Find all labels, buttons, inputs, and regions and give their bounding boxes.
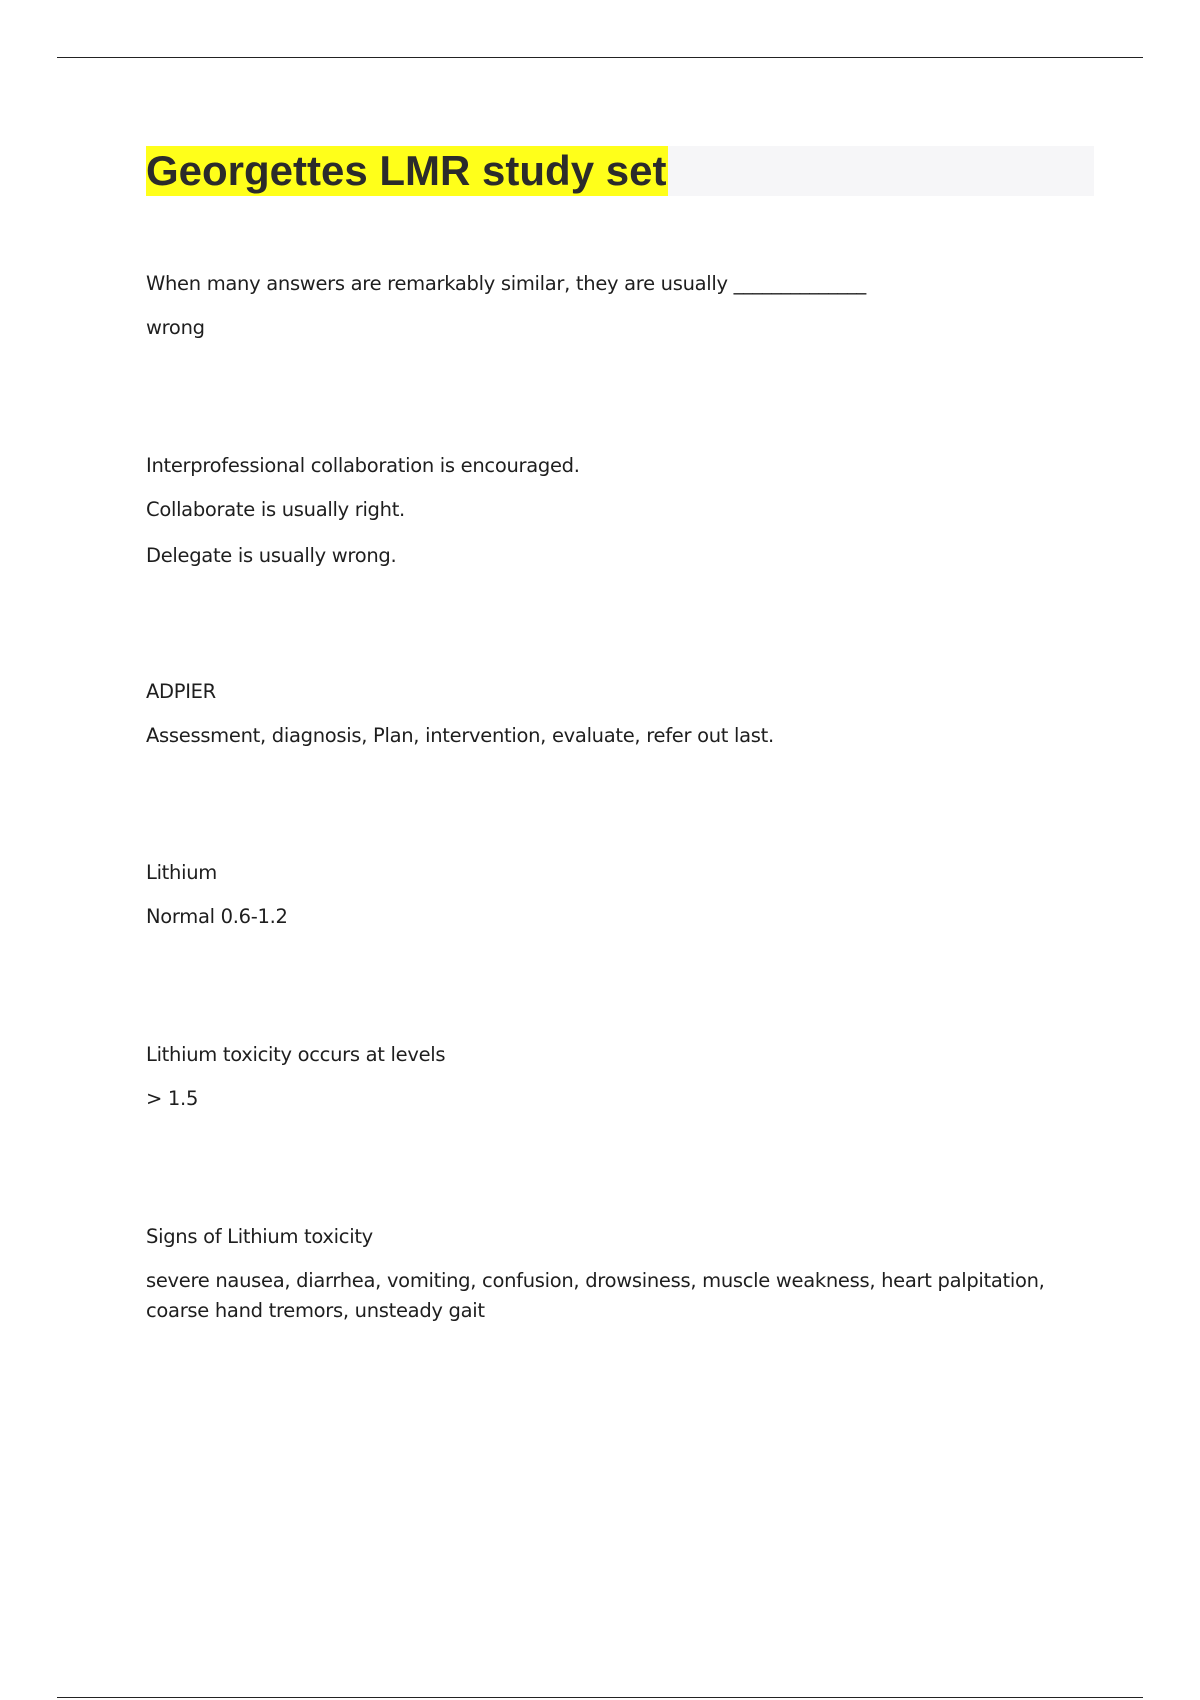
study-entry <box>146 858 1086 948</box>
study-entry <box>146 269 1086 359</box>
header-rule <box>57 57 1143 58</box>
entry-term: When many answers are remarkably similar, they are usually ______________ <box>146 272 866 295</box>
entry-term: Lithium toxicity occurs at levels <box>146 1043 446 1066</box>
entry-definition: severe nausea, diarrhea, vomiting, confusion, drowsiness, muscle weakness, heart palpitation, coarse hand tremors, unsteady gait <box>146 1269 1045 1322</box>
entry-definition: Collaborate is usually right. <box>146 498 405 521</box>
study-entry <box>146 1040 1086 1130</box>
entry-definition: Normal 0.6-1.2 <box>146 905 288 928</box>
entry-term: ADPIER <box>146 680 216 703</box>
entry-definition: Assessment, diagnosis, Plan, intervention, evaluate, refer out last. <box>146 724 774 747</box>
entry-definition: wrong <box>146 316 205 339</box>
entry-term: Lithium <box>146 861 217 884</box>
document-title: Georgettes LMR study set <box>146 147 667 194</box>
entry-definition: Delegate is usually wrong. <box>146 544 397 567</box>
study-entry <box>146 1222 1086 1342</box>
study-entry <box>146 677 1086 767</box>
entry-definition: > 1.5 <box>146 1087 199 1110</box>
study-entry <box>146 451 1086 587</box>
entry-term: Interprofessional collaboration is encouraged. <box>146 454 580 477</box>
footer-rule <box>57 1697 1143 1698</box>
entry-term: Signs of Lithium toxicity <box>146 1225 373 1248</box>
